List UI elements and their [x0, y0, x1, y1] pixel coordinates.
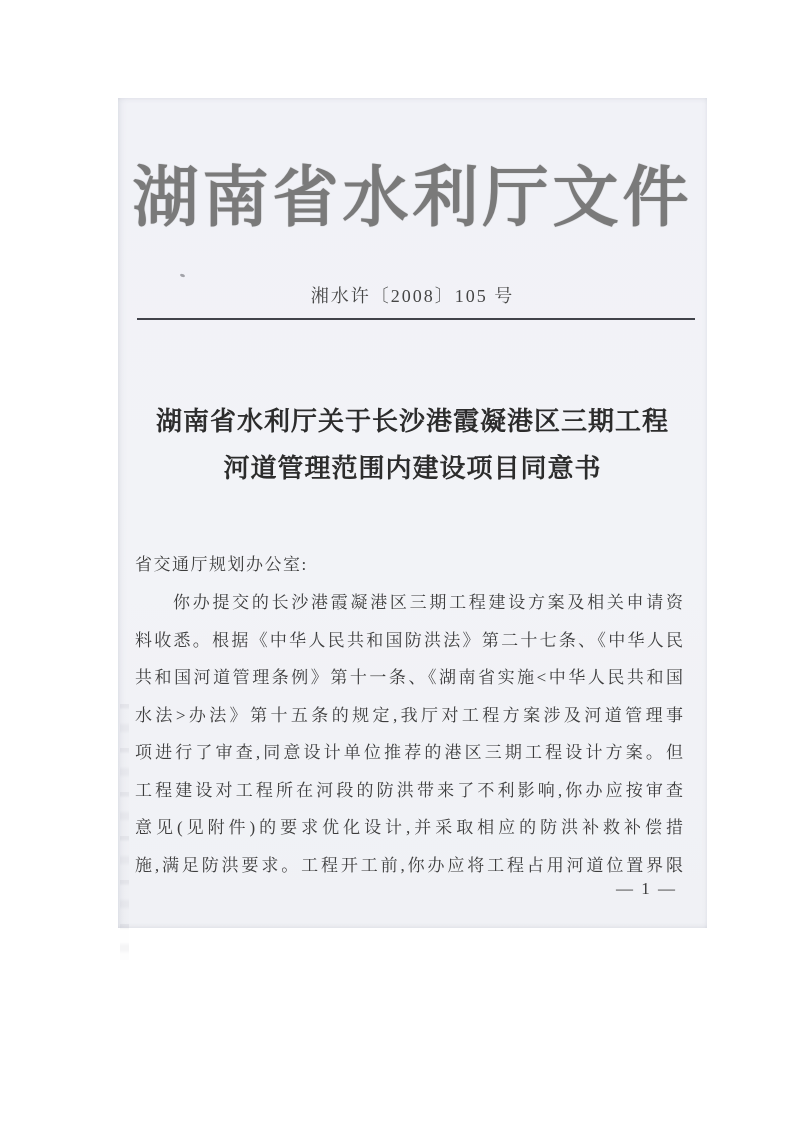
- document-title: [118, 398, 707, 492]
- body-line: 共和国河道管理条例》第十一条、《湖南省实施<中华人民共和国: [135, 668, 683, 687]
- document-page: [118, 98, 707, 928]
- document-number: 湘水许〔2008〕105 号: [310, 286, 515, 306]
- header-divider-rule: [137, 318, 695, 320]
- body-line: 料收悉。根据《中华人民共和国防洪法》第二十七条、《中华人民: [135, 630, 683, 650]
- document-title-line-2: 河道管理范围内建设项目同意书: [223, 454, 602, 483]
- document-title-line-1: 湖南省水利厅关于长沙港霞凝港区三期工程: [155, 407, 669, 436]
- page-number: — 1 —: [616, 879, 677, 898]
- body-line: 工程建设对工程所在河段的防洪带来了不利影响,你办应按审查: [135, 780, 683, 800]
- body-line: 意见(见附件)的要求优化设计,并采取相应的防洪补救补偿措: [135, 818, 683, 837]
- scan-bleedthrough-marks: [120, 704, 129, 960]
- body-paragraph: [135, 584, 683, 884]
- salutation: 省交通厅规划办公室:: [135, 555, 308, 574]
- masthead-title: 湖南省水利厅文件: [132, 162, 693, 235]
- body-line: 项进行了审查,同意设计单位推荐的港区三期工程设计方案。但: [135, 743, 683, 762]
- body-line: 施,满足防洪要求。工程开工前,你办应将工程占用河道位置界限: [135, 855, 683, 875]
- body-line: 水法>办法》第十五条的规定,我厅对工程方案涉及河道管理事: [135, 705, 683, 725]
- scan-speck: [180, 273, 186, 278]
- body-line: 你办提交的长沙港霞凝港区三期工程建设方案及相关申请资: [173, 593, 683, 612]
